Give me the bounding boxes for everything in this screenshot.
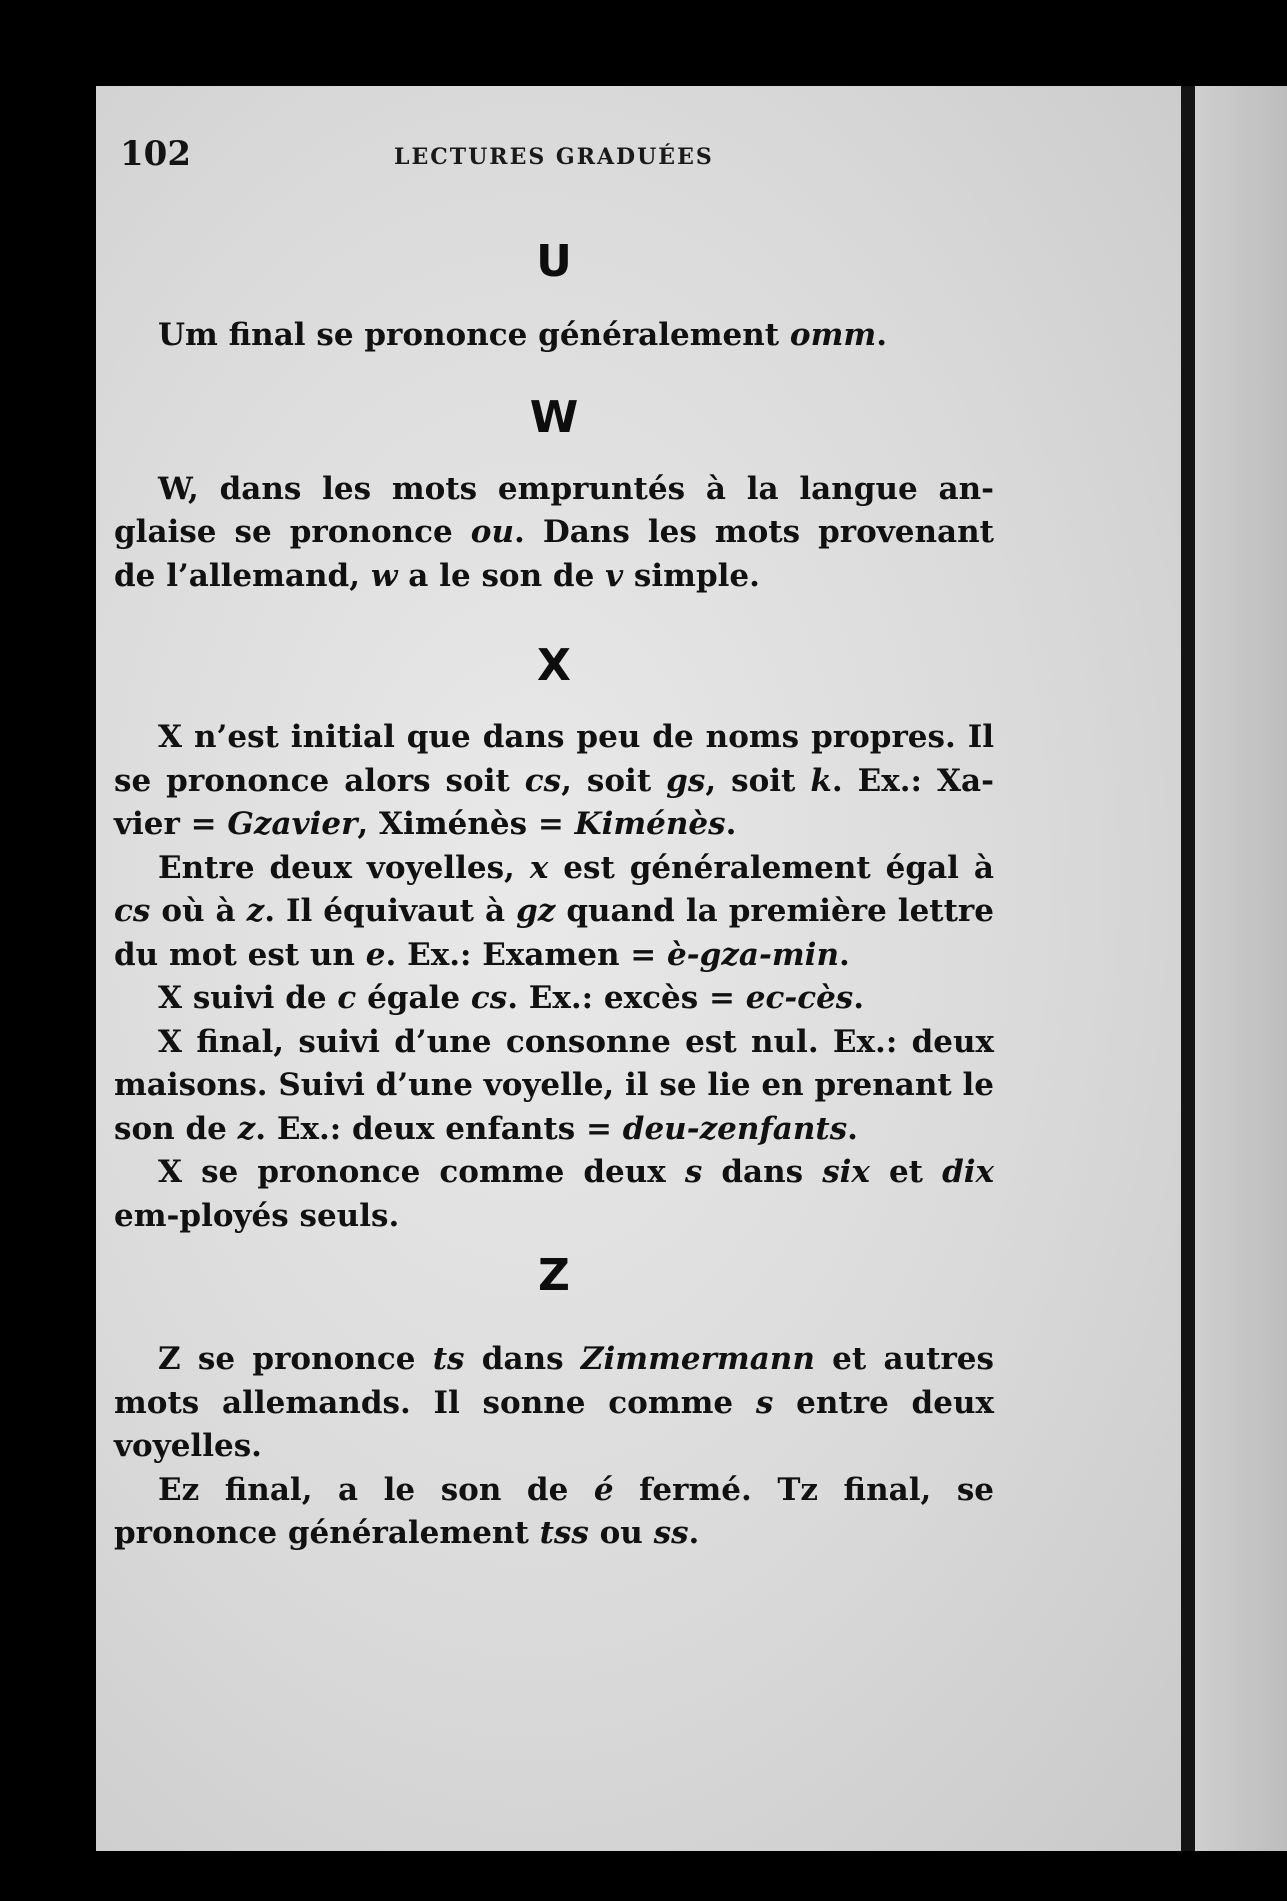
paragraph-x-1: X n’est initial que dans peu de noms propres. Il se prononce alors soit cs, soit gs, soit k. Ex.: Xa-vier = Gzavier, Ximénès = Kiménès. (114, 719, 995, 842)
page-content (114, 196, 994, 1556)
paragraph-x-5: X se prononce comme deux s dans six et dix em-ployés seuls. (114, 1154, 994, 1234)
section-heading-w: W (529, 391, 579, 443)
running-title: LECTURES GRADUÉES (394, 144, 714, 170)
section-heading-x: X (537, 640, 571, 691)
running-head (0, 134, 1287, 194)
section-heading-u: U (536, 236, 572, 287)
paragraph-z-1: Z se prononce ts dans Zimmermann et autres mots allemands. Il sonne comme s entre deux voyelles. (114, 1341, 994, 1464)
paragraph-x-3: X suivi de c égale cs. Ex.: excès = ec-cès. (158, 980, 865, 1016)
paragraph-z-2: Ez final, a le son de é fermé. Tz final, se prononce généralement tss ou ss. (114, 1471, 994, 1551)
page-gutter (1181, 86, 1195, 1851)
paragraph-u-1: Um final se prononce généralement omm. (158, 317, 887, 353)
page-number: 102 (120, 134, 191, 174)
section-heading-z: Z (538, 1250, 570, 1301)
paragraph-x-4: X final, suivi d’une consonne est nul. Ex.: deux maisons. Suivi d’une voyelle, il se lie en prenant le son de z. Ex.: deux enfants = deu-zenfants. (114, 1023, 994, 1147)
paragraph-x-2: Entre deux voyelles, x est généralement égal à cs où à z. Il équivaut à gz quand la première lettre du mot est un e. Ex.: Examen = è-gza-min. (114, 849, 994, 973)
adjacent-page-edge (1195, 86, 1287, 1851)
paragraph-w-1: W, dans les mots empruntés à la langue an-glaise se prononce ou. Dans les mots provenant de l’allemand, w a le son de v simple. (114, 470, 994, 594)
